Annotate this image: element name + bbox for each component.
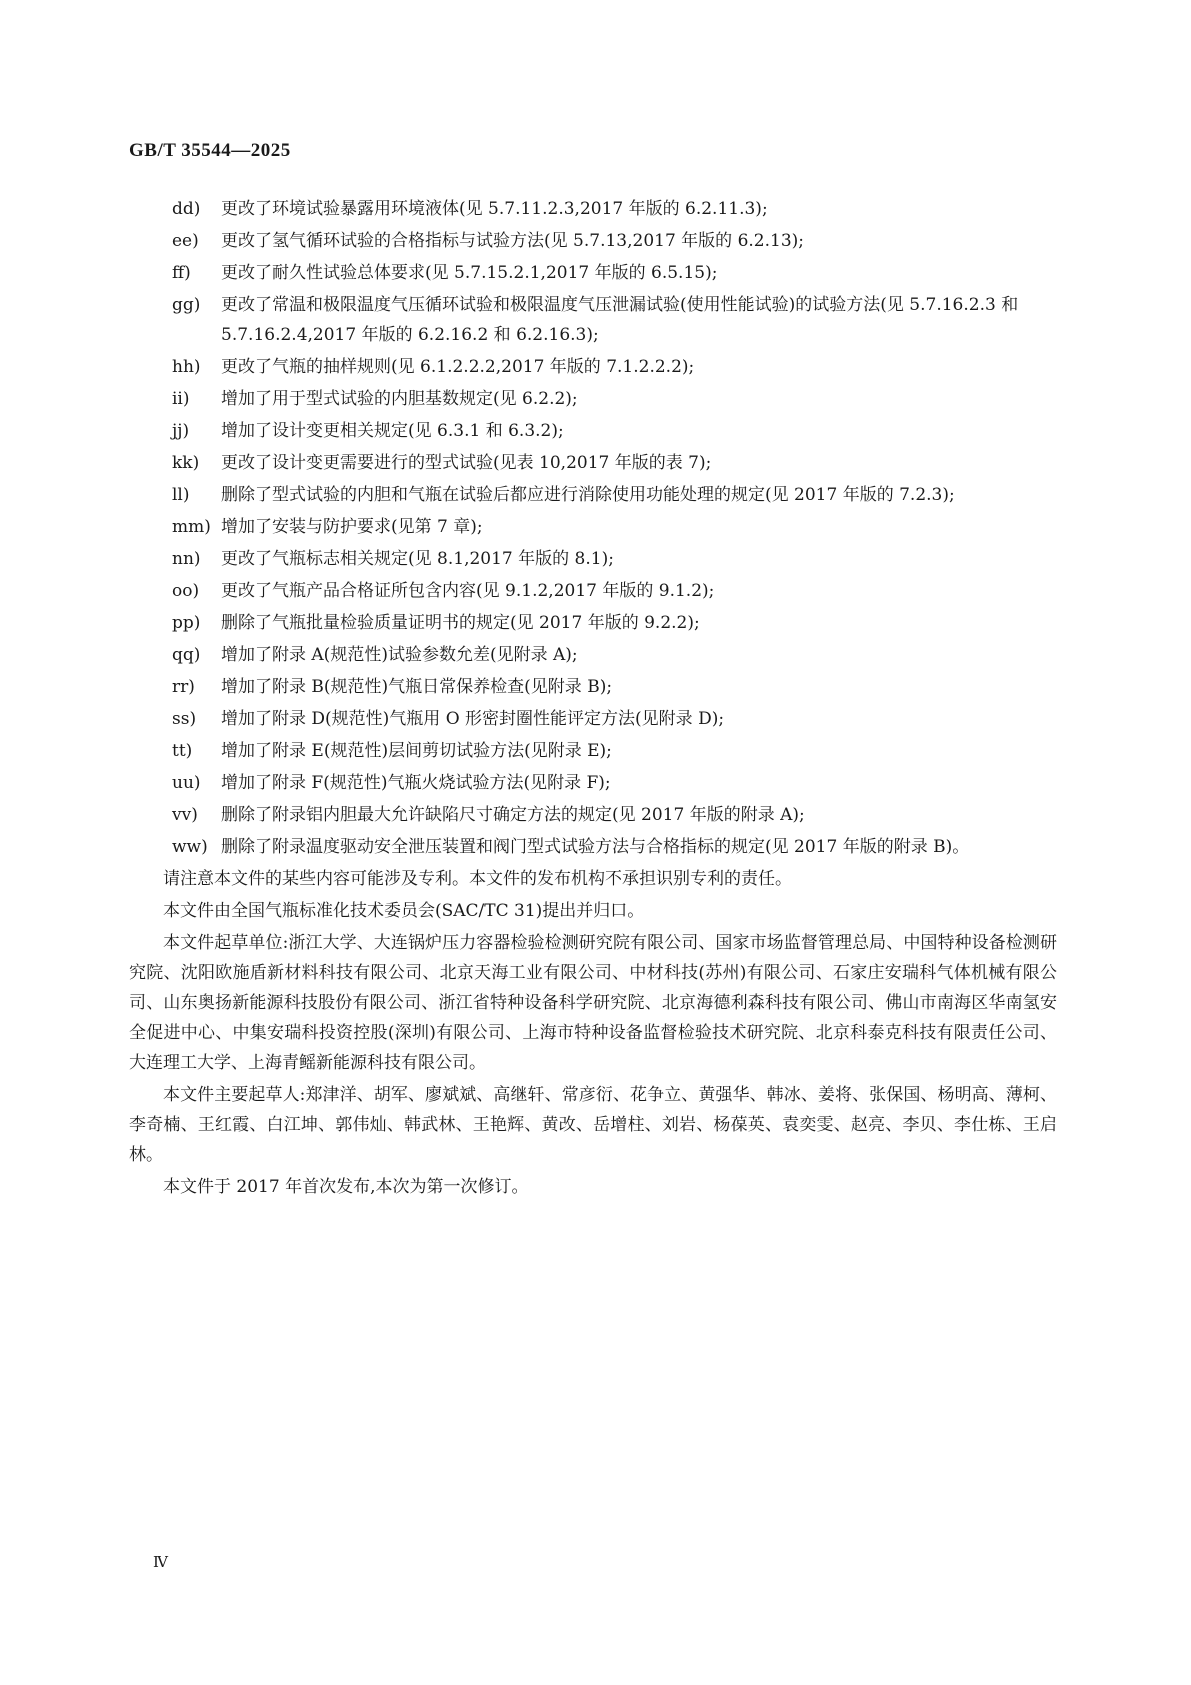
list-item-label: ee): [172, 231, 199, 251]
list-item-text: 删除了附录铝内胆最大允许缺陷尺寸确定方法的规定(见 2017 年版的附录 A);: [221, 805, 805, 825]
list-item-label: hh): [172, 357, 201, 377]
list-item-label: vv): [172, 805, 198, 825]
list-item: [129, 800, 1057, 830]
list-item: [129, 704, 1057, 734]
list-item-text: 更改了环境试验暴露用环境液体(见 5.7.11.2.3,2017 年版的 6.2.11.3);: [221, 199, 768, 219]
list-item-label: rr): [172, 677, 195, 697]
list-item-label: tt): [172, 741, 193, 761]
list-item-label: mm): [172, 517, 211, 537]
list-item-label: jj): [172, 421, 190, 441]
list-item-text: 增加了附录 D(规范性)气瓶用 O 形密封圈性能评定方法(见附录 D);: [221, 709, 725, 729]
list-item-label: ff): [172, 263, 191, 283]
list-item-text: 删除了气瓶批量检验质量证明书的规定(见 2017 年版的 9.2.2);: [221, 613, 700, 633]
committee-paragraph: 本文件由全国气瓶标准化技术委员会(SAC/TC 31)提出并归口。: [163, 901, 645, 921]
list-item-text: 增加了附录 B(规范性)气瓶日常保养检查(见附录 B);: [221, 677, 613, 697]
list-item: [129, 832, 1057, 862]
list-item-label: ll): [172, 485, 190, 505]
list-item-label: uu): [172, 773, 201, 793]
drafters-paragraph: 本文件主要起草人:郑津洋、胡军、廖斌斌、高继轩、常彦衍、花争立、黄强华、韩冰、姜将、张保国、杨明高、薄柯、李奇楠、王红霞、白江坤、郭伟灿、韩武林、王艳辉、黄改、岳增柱、刘岩、杨葆英、袁奕雯、赵亮、李贝、李仕栋、王启林。: [129, 1085, 1057, 1165]
list-item-label: qq): [172, 645, 201, 665]
list-item: [129, 352, 1057, 382]
list-item-text: 更改了气瓶产品合格证所包含内容(见 9.1.2,2017 年版的 9.1.2);: [221, 581, 715, 601]
page-number: Ⅳ: [153, 1555, 168, 1571]
list-item-text: 增加了附录 E(规范性)层间剪切试验方法(见附录 E);: [221, 741, 612, 761]
list-item: [129, 194, 1057, 224]
document-code-header: GB/T 35544—2025: [129, 140, 291, 161]
list-item: [129, 290, 1057, 350]
list-item: [129, 448, 1057, 478]
list-item-label: ww): [172, 837, 208, 857]
list-item: [129, 544, 1057, 574]
list-item-text: 增加了附录 F(规范性)气瓶火烧试验方法(见附录 F);: [221, 773, 611, 793]
history-paragraph: 本文件于 2017 年首次发布,本次为第一次修订。: [163, 1177, 529, 1197]
list-item-label: ss): [172, 709, 197, 729]
list-item: [129, 512, 1057, 542]
list-item-text: 更改了气瓶的抽样规则(见 6.1.2.2.2,2017 年版的 7.1.2.2.2);: [221, 357, 695, 377]
list-item-label: oo): [172, 581, 200, 601]
list-item: [129, 672, 1057, 702]
list-item-text: 更改了耐久性试验总体要求(见 5.7.15.2.1,2017 年版的 6.5.15);: [221, 263, 718, 283]
list-item: [129, 736, 1057, 766]
list-item: [129, 226, 1057, 256]
list-item-text: 更改了设计变更需要进行的型式试验(见表 10,2017 年版的表 7);: [221, 453, 712, 473]
list-item-label: nn): [172, 549, 201, 569]
list-item-label: dd): [172, 199, 201, 219]
list-item-label: ii): [172, 389, 190, 409]
list-item: [129, 480, 1057, 510]
list-item-text: 删除了型式试验的内胆和气瓶在试验后都应进行消除使用功能处理的规定(见 2017 年版的 7.2.3);: [221, 485, 955, 505]
list-item-label: pp): [172, 613, 201, 633]
list-item-text: 更改了常温和极限温度气压循环试验和极限温度气压泄漏试验(使用性能试验)的试验方法(见 5.7.16.2.3 和 5.7.16.2.4,2017 年版的 6.2.16.2 和 6.2.16.3);: [221, 295, 1019, 345]
patent-notice-paragraph: 请注意本文件的某些内容可能涉及专利。本文件的发布机构不承担识别专利的责任。: [163, 869, 792, 889]
list-item-text: 增加了附录 A(规范性)试验参数允差(见附录 A);: [221, 645, 578, 665]
list-item-label: gg): [172, 295, 201, 315]
list-item-text: 更改了氢气循环试验的合格指标与试验方法(见 5.7.13,2017 年版的 6.2.13);: [221, 231, 805, 251]
list-item-text: 增加了用于型式试验的内胆基数规定(见 6.2.2);: [221, 389, 578, 409]
list-item: [129, 416, 1057, 446]
list-item-text: 增加了安装与防护要求(见第 7 章);: [221, 517, 483, 537]
list-item: [129, 258, 1057, 288]
list-item-text: 更改了气瓶标志相关规定(见 8.1,2017 年版的 8.1);: [221, 549, 614, 569]
list-item: [129, 384, 1057, 414]
list-item: [129, 576, 1057, 606]
list-item-text: 删除了附录温度驱动安全泄压装置和阀门型式试验方法与合格指标的规定(见 2017 年版的附录 B)。: [221, 837, 970, 857]
change-list: [129, 194, 1057, 862]
document-body: [129, 194, 1057, 1204]
list-item: [129, 640, 1057, 670]
drafting-units-paragraph: 本文件起草单位:浙江大学、大连锅炉压力容器检验检测研究院有限公司、国家市场监督管理总局、中国特种设备检测研究院、沈阳欧施盾新材料科技有限公司、北京天海工业有限公司、中材科技(苏州)有限公司、石家庄安瑞科气体机械有限公司、山东奥扬新能源科技股份有限公司、浙江省特种设备科学研究院、北京海德利森科技有限公司、佛山市南海区华南氢安全促进中心、中集安瑞科投资控股(深圳)有限公司、上海市特种设备监督检验技术研究院、北京科泰克科技有限责任公司、大连理工大学、上海青鳐新能源科技有限公司。: [129, 933, 1057, 1073]
list-item: [129, 608, 1057, 638]
list-item-text: 增加了设计变更相关规定(见 6.3.1 和 6.3.2);: [221, 421, 564, 441]
list-item: [129, 768, 1057, 798]
list-item-label: kk): [172, 453, 200, 473]
